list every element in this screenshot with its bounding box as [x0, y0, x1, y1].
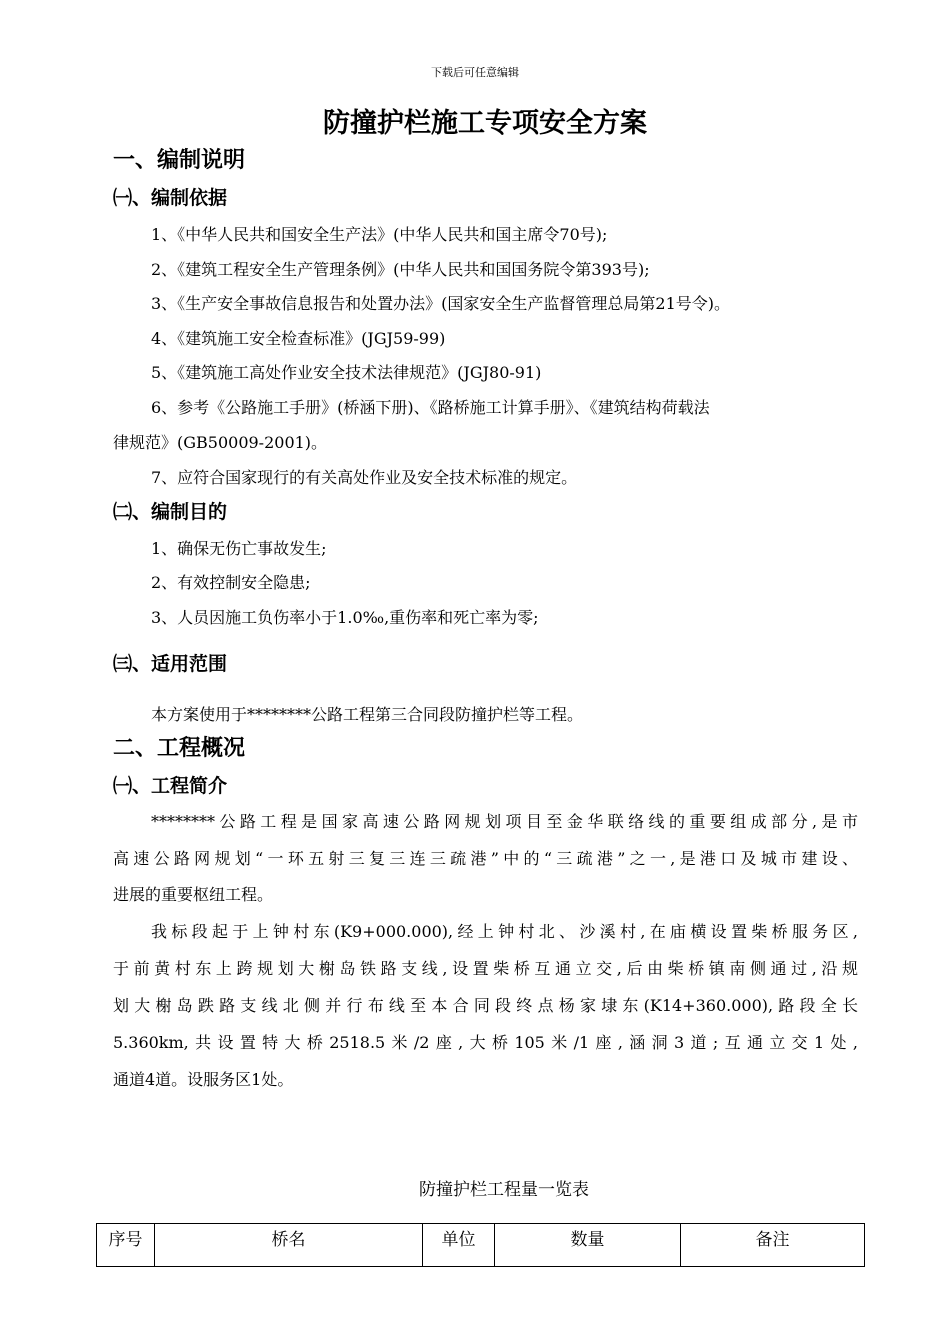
subsection-heading-scope: ㈢、适用范围	[113, 653, 228, 675]
intro-para2-line2: 于前黄村东上跨规划大榭岛铁路支线,设置柴桥互通立交,后由柴桥镇南侧通过,沿规	[113, 959, 858, 978]
scope-text: 本方案使用于********公路工程第三合同段防撞护栏等工程。	[151, 705, 584, 724]
column-header-bridge-name: 桥名	[155, 1224, 423, 1267]
basis-item-2: 2、《建筑工程安全生产管理条例》(中华人民共和国国务院令第393号);	[151, 260, 650, 279]
column-header-quantity: 数量	[495, 1224, 681, 1267]
basis-item-6-continued: 律规范》(GB50009-2001)。	[113, 433, 328, 452]
purpose-item-2: 2、有效控制安全隐患;	[151, 573, 311, 592]
quantity-table	[96, 1223, 865, 1267]
purpose-item-1: 1、确保无伤亡事故发生;	[151, 539, 327, 558]
basis-item-5: 5、《建筑施工高处作业安全技术法律规范》(JGJ80-91)	[151, 363, 542, 382]
table-caption: 防撞护栏工程量一览表	[419, 1180, 589, 1200]
section-heading-compilation-notes: 一、编制说明	[113, 148, 246, 173]
intro-para1-line3: 进展的重要枢纽工程。	[113, 885, 274, 904]
basis-item-7: 7、应符合国家现行的有关高处作业及安全技术标准的规定。	[151, 468, 578, 487]
intro-para2-line5: 通道4道。设服务区1处。	[113, 1070, 294, 1089]
subsection-heading-project-intro: ㈠、工程简介	[113, 775, 228, 797]
section-heading-project-overview: 二、工程概况	[113, 736, 246, 761]
column-header-index: 序号	[97, 1224, 155, 1267]
intro-para2-line4: 5.360km,共设置特大桥2518.5米/2座,大桥105米/1座,涵洞3道;互通立交1处,	[113, 1033, 858, 1052]
basis-item-1: 1、《中华人民共和国安全生产法》(中华人民共和国主席令70号);	[151, 225, 608, 244]
table-header-row	[97, 1224, 865, 1267]
purpose-item-3: 3、人员因施工负伤率小于1.0‰,重伤率和死亡率为零;	[151, 608, 539, 627]
document-title: 防撞护栏施工专项安全方案	[323, 108, 647, 139]
intro-para2-line1: 我标段起于上钟村东(K9+000.000),经上钟村北、沙溪村,在庙横设置柴桥服务区,	[151, 922, 858, 941]
column-header-unit: 单位	[423, 1224, 495, 1267]
basis-item-4: 4、《建筑施工安全检查标准》(JGJ59-99)	[151, 329, 446, 348]
column-header-remarks: 备注	[681, 1224, 865, 1267]
intro-para1-line2: 高速公路网规划“一环五射三复三连三疏港”中的“三疏港”之一,是港口及城市建设、	[113, 849, 858, 868]
basis-item-6: 6、参考《公路施工手册》(桥涵下册)、《路桥施工计算手册》、《建筑结构荷载法	[151, 398, 710, 417]
basis-item-3: 3、《生产安全事故信息报告和处置办法》(国家安全生产监督管理总局第21号令)。	[151, 294, 731, 313]
subsection-heading-purpose: ㈡、编制目的	[113, 501, 228, 523]
header-note: 下载后可任意编辑	[431, 66, 519, 79]
intro-para1-line1: ********公路工程是国家高速公路网规划项目至金华联络线的重要组成部分,是市	[151, 812, 858, 831]
subsection-heading-basis: ㈠、编制依据	[113, 187, 228, 209]
intro-para2-line3: 划大榭岛跌路支线北侧并行布线至本合同段终点杨家埭东(K14+360.000),路段全长	[113, 996, 858, 1015]
